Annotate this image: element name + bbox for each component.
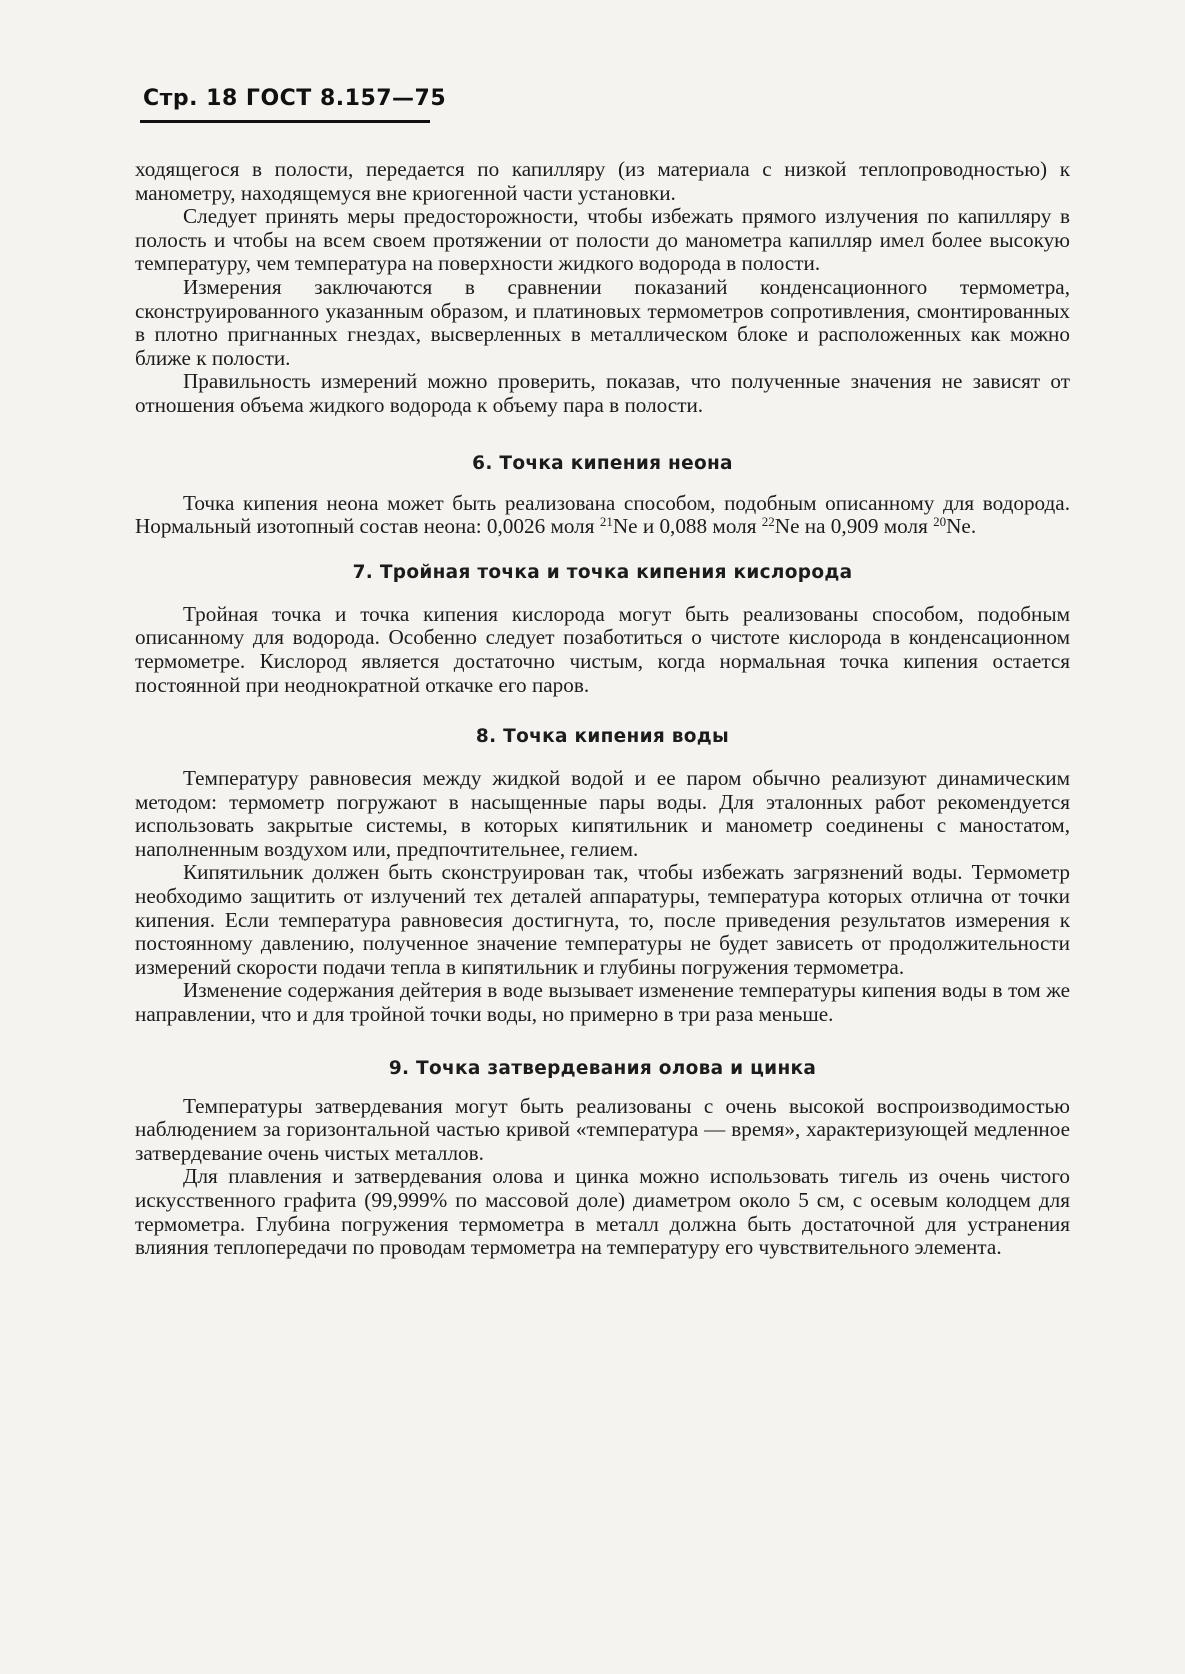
paragraph: Тройная точка и точка кипения кислорода могут быть реализованы способом, подобным описанному для водорода. Особенно следует позаботиться о чистоте кислорода в конденсационном термометре. Кислород является достаточно чистым, когда нормальная точка кипения остается постоянной при неоднократной откачке его паров. — [135, 601, 1070, 697]
paragraph-continuation: ходящегося в полости, передается по капилляру (из материала с низкой теплопроводностью) к манометру, находящемуся вне криогенной части установки. — [135, 157, 1070, 205]
section-heading-neon: 6. Точка кипения неона — [472, 452, 733, 474]
paragraph: Кипятильник должен быть сконструирован так, чтобы избежать загрязнений воды. Термометр необходимо защитить от излучений тех деталей аппаратуры, температура которых отлична от точки кипения. Если температура равновесия достигнута, то, после приведения результатов измерения к постоянному давлению, полученное значение температуры не будет зависеть от продолжительности измерений скорости подачи тепла в кипятильник и глубины погружения термометра. — [135, 860, 1070, 979]
neon-text: Ne. — [946, 514, 977, 539]
section-heading-oxygen: 7. Тройная точка и точка кипения кислорода — [352, 561, 853, 583]
paragraph: Правильность измерений можно проверить, показав, что полученные значения не зависят от отношения объема жидкого водорода к объему пара в полости. — [135, 369, 1070, 417]
neon-text: Точка кипения неона может быть реализована способом, подобным описанному для водорода. Нормальный изотопный состав неона: 0,0026 моля — [135, 490, 1070, 539]
paragraph: Изменение содержания дейтерия в воде вызывает изменение температуры кипения воды в том же направлении, что и для тройной точки воды, но примерно в три раза меньше. — [135, 978, 1070, 1027]
document-body — [135, 158, 1070, 1260]
neon-text: Ne на 0,909 моля — [774, 514, 934, 539]
isotope-mass-number: 20 — [933, 514, 947, 530]
paragraph: Для плавления и затвердевания олова и цинка можно использовать тигель из очень чистого искусственного графита (99,999% по массовой доле) диаметром около 5 см, с осевым колодцем для термометра. Глубина погружения термометра в металл должна быть достаточной для устранения влияния теплопередачи по проводам термометра на температуру его чувствительного элемента. — [135, 1164, 1070, 1260]
paragraph: Следует принять меры предосторожности, чтобы избежать прямого излучения по капилляру в полость и чтобы на всем своем протяжении от полости до манометра капилляр имел более высокую температуру, чем температура на поверхности жидкого водорода в полости. — [135, 204, 1070, 276]
header-rule — [140, 120, 430, 123]
paragraph-neon — [135, 492, 1070, 539]
section-heading-tin-zinc: 9. Точка затвердевания олова и цинка — [388, 1057, 817, 1079]
paragraph: Измерения заключаются в сравнении показаний конденсационного термометра, сконструированного указанным образом, и платиновых термометров сопротивления, смонтированных в плотно пригнанных гнездах, высверленных в металлическом блоке и расположенных как можно ближе к полости. — [135, 274, 1070, 370]
page-header: Стр. 18 ГОСТ 8.157—75 — [143, 86, 447, 111]
neon-text: Ne и 0,088 моля — [612, 514, 762, 539]
paragraph: Температуры затвердевания могут быть реализованы с очень высокой воспроизводимостью наблюдением за горизонтальной частью кривой «температура — время», характеризующей медленное затвердевание очень чистых металлов. — [135, 1093, 1070, 1165]
isotope-mass-number: 21 — [599, 514, 613, 530]
isotope-mass-number: 22 — [761, 514, 775, 530]
section-heading-water: 8. Точка кипения воды — [475, 726, 730, 748]
paragraph: Температуру равновесия между жидкой водой и ее паром обычно реализуют динамическим методом: термометр погружают в насыщенные пары воды. Для эталонных работ рекомендуется использовать закрытые системы, в которых кипятильник и манометр соединены с маностатом, наполненным воздухом или, предпочтительнее, гелием. — [135, 766, 1070, 861]
